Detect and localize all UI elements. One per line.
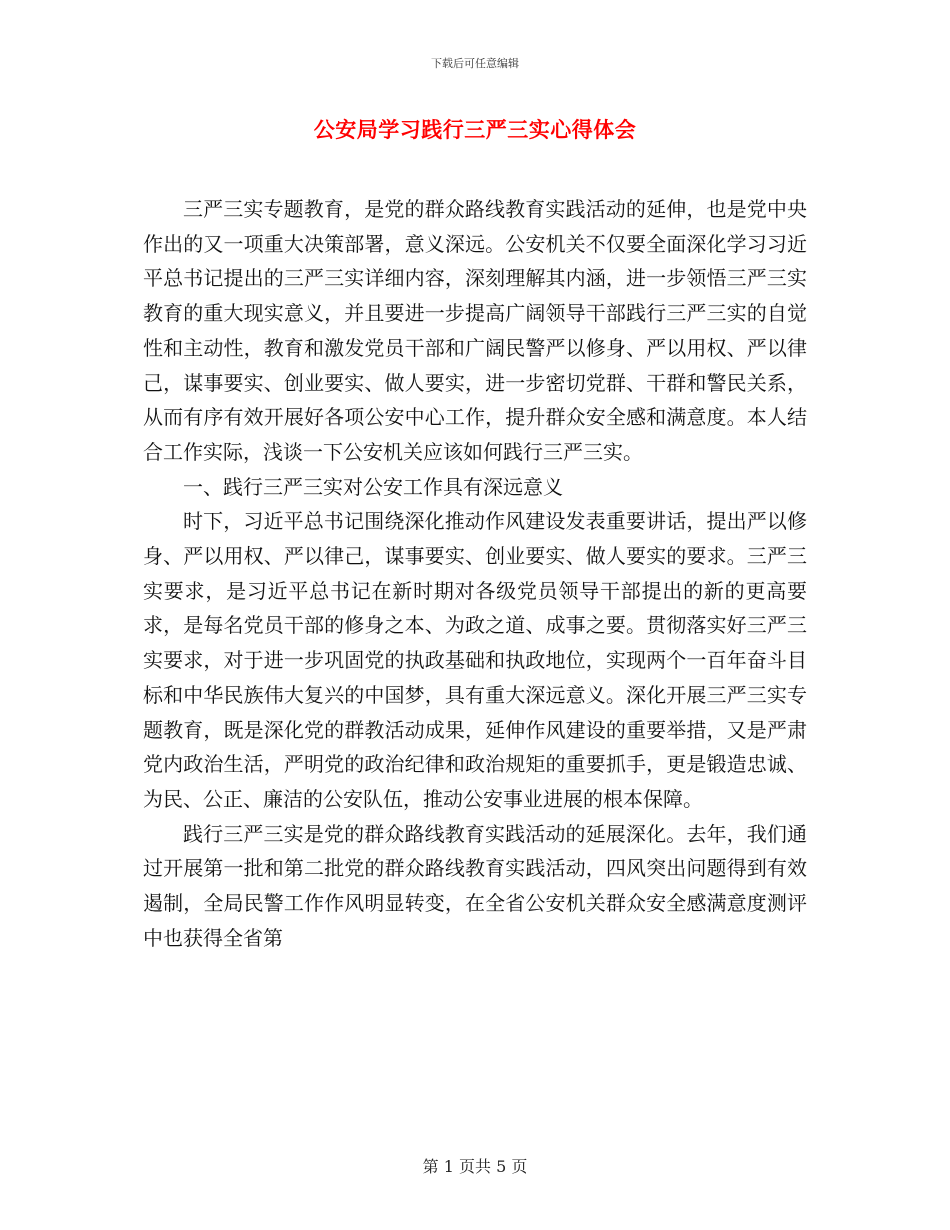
section-heading-1: 一、践行三严三实对公安工作具有深远意义 xyxy=(183,474,563,499)
document-body xyxy=(143,192,807,955)
paragraph-extension: 践行三严三实是党的群众路线教育实践活动的延展深化。去年，我们通过开展第一批和第二批党的群众路线教育实践活动，四风突出问题得到有效遏制，全局民警工作作风明显转变，在全省公安机关群众安全感满意度测评中也获得全省第 xyxy=(143,821,807,950)
paragraph-intro: 三严三实专题教育，是党的群众路线教育实践活动的延伸，也是党中央作出的又一项重大决策部署，意义深远。公安机关不仅要全面深化学习习近平总书记提出的三严三实详细内容，深刻理解其内涵，进一步领悟三严三实教育的重大现实意义，并且要进一步提高广阔领导干部践行三严三实的自觉性和主动性，教育和激发党员干部和广阔民警严以修身、严以用权、严以律己，谋事要实、创业要实、做人要实，进一步密切党群、干群和警民关系，从而有序有效开展好各项公安中心工作，提升群众安全感和满意度。本人结合工作实际，浅谈一下公安机关应该如何践行三严三实。 xyxy=(143,197,807,464)
paragraph-section-1: 时下，习近平总书记围绕深化推动作风建设发表重要讲话，提出严以修身、严以用权、严以律己，谋事要实、创业要实、做人要实的要求。三严三实要求，是习近平总书记在新时期对各级党员领导干部提出的新的更高要求，是每名党员干部的修身之本、为政之道、成事之要。贯彻落实好三严三实要求，对于进一步巩固党的执政基础和执政地位，实现两个一百年奋斗目标和中华民族伟大复兴的中国梦，具有重大深远意义。深化开展三严三实专题教育，既是深化党的群教活动成果，延伸作风建设的重要举措，又是严肃党内政治生活，严明党的政治纪律和政治规矩的重要抓手，更是锻造忠诚、为民、公正、廉洁的公安队伍，推动公安事业进展的根本保障。 xyxy=(143,509,807,811)
header-note: 下载后可任意编辑 xyxy=(431,57,519,70)
document-title: 公安局学习践行三严三实心得体会 xyxy=(313,117,637,142)
page-number-footer: 第 1 页共 5 页 xyxy=(422,1157,528,1176)
